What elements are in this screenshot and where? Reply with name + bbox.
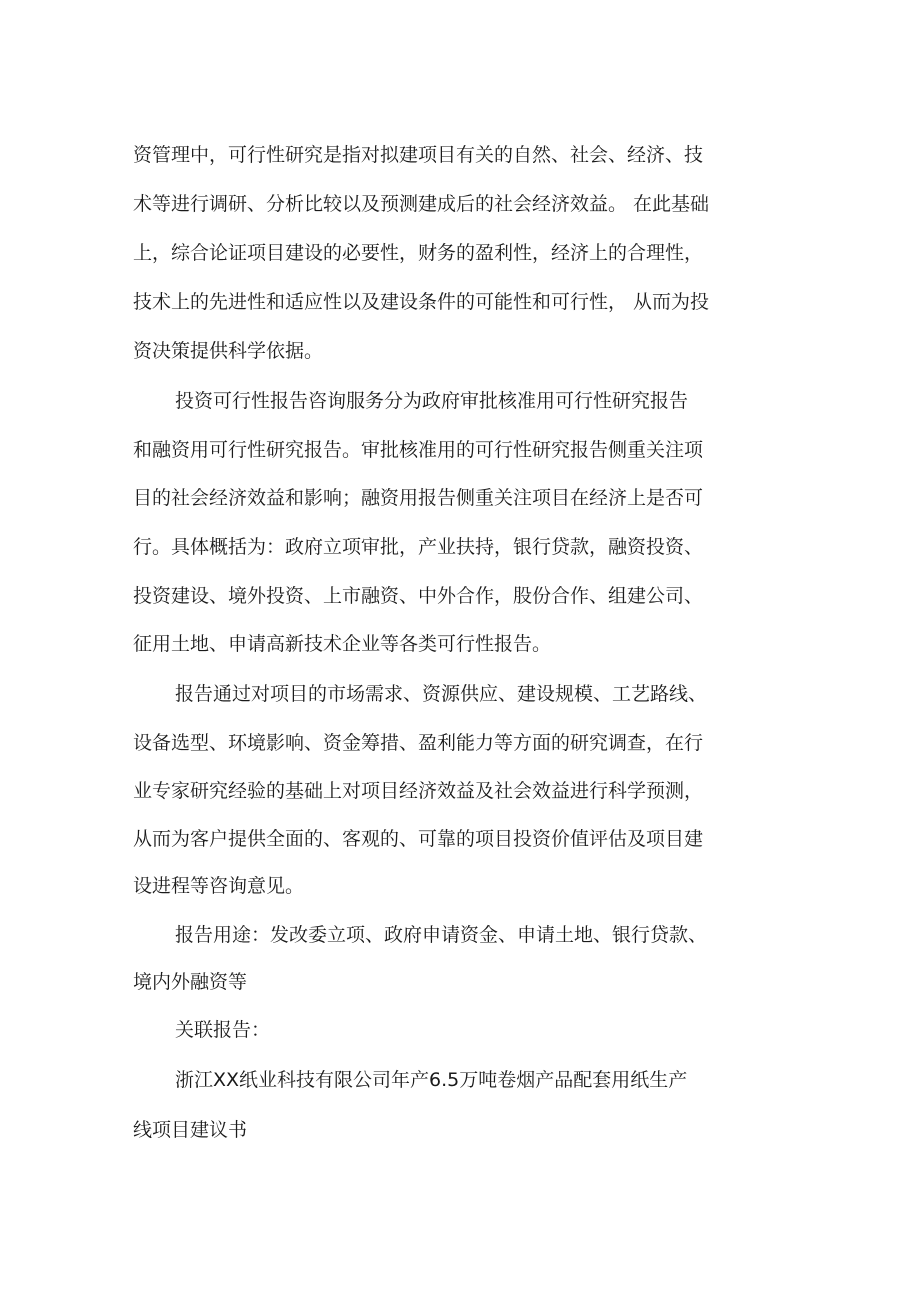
paragraph-1-line-3: 上，综合论证项目建设的必要性，财务的盈利性，经济上的合理性， <box>133 242 704 264</box>
paragraph-4-line-1: 报告用途：发改委立项、政府申请资金、申请土地、银行贷款、 <box>175 924 708 946</box>
paragraph-1-line-5: 资决策提供科学依据。 <box>133 340 324 362</box>
paragraph-2-line-5: 投资建设、境外投资、上市融资、中外合作，股份合作、组建公司、 <box>133 585 704 607</box>
paragraph-3-line-4: 从而为客户提供全面的、客观的、可靠的项目投资价值评估及项目建 <box>133 828 704 850</box>
paragraph-1-line-2: 术等进行调研、分析比较以及预测建成后的社会经济效益。 在此基础 <box>133 193 710 215</box>
paragraph-2-line-4: 行。具体概括为：政府立项审批，产业扶持，银行贷款，融资投资、 <box>133 536 704 558</box>
paragraph-2-line-2: 和融资用可行性研究报告。审批核准用的可行性研究报告侧重关注项 <box>133 439 704 461</box>
paragraph-2-line-6: 征用土地、申请高新技术企业等各类可行性报告。 <box>133 633 552 655</box>
paragraph-3-line-3: 业专家研究经验的基础上对项目经济效益及社会效益进行科学预测， <box>133 780 704 802</box>
paragraph-4-line-2: 境内外融资等 <box>133 971 248 993</box>
paragraph-3-line-2: 设备选型、环境影响、资金筹措、盈利能力等方面的研究调查，在行 <box>133 732 704 754</box>
related-reports-label: 关联报告： <box>175 1019 271 1041</box>
paragraph-2-line-3: 目的社会经济效益和影响；融资用报告侧重关注项目在经济上是否可 <box>133 487 704 509</box>
paragraph-1-line-4: 技术上的先进性和适应性以及建设条件的可能性和可行性， 从而为投 <box>133 291 710 313</box>
paragraph-2-line-1: 投资可行性报告咨询服务分为政府审批核准用可行性研究报告 <box>175 390 689 412</box>
paragraph-3-line-5: 设进程等咨询意见。 <box>133 875 305 897</box>
related-report-title-line-1: 浙江XX纸业科技有限公司年产6.5万吨卷烟产品配套用纸生产 <box>175 1069 688 1091</box>
related-report-title-line-2: 线项目建议书 <box>133 1119 248 1141</box>
paragraph-3-line-1: 报告通过对项目的市场需求、资源供应、建设规模、工艺路线、 <box>175 683 708 705</box>
paragraph-1-line-1: 资管理中，可行性研究是指对拟建项目有关的自然、社会、经济、技 <box>133 144 704 166</box>
